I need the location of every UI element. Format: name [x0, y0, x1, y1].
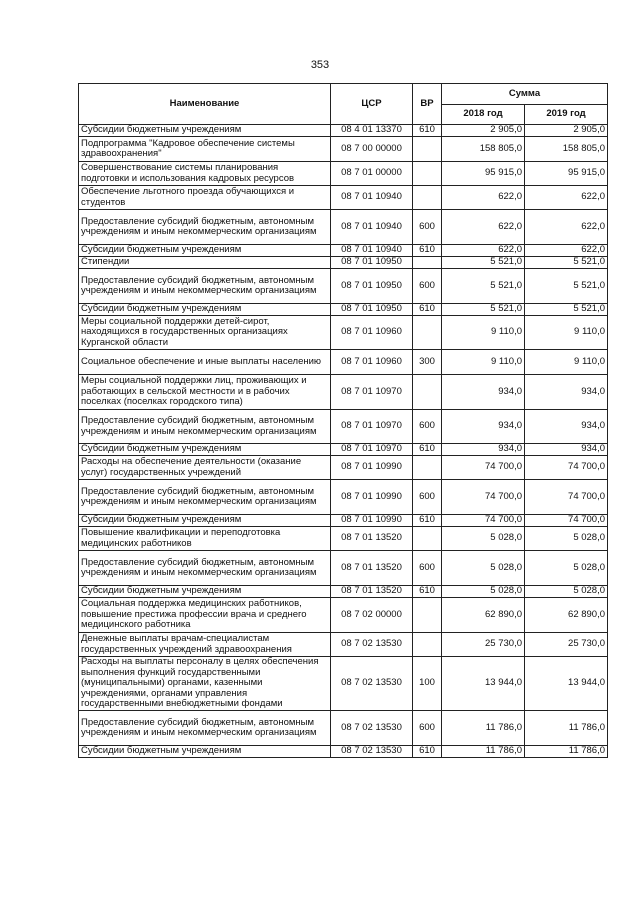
- row-sum-2019: 934,0: [525, 375, 608, 410]
- row-sum-2018: 5 028,0: [442, 551, 525, 586]
- row-csr: 08 7 00 00000: [331, 137, 413, 162]
- table-row: [79, 515, 608, 527]
- row-sum-2019: 62 890,0: [525, 598, 608, 633]
- row-csr: 08 7 01 10960: [331, 350, 413, 375]
- row-sum-2019: 158 805,0: [525, 137, 608, 162]
- row-sum-2019: 74 700,0: [525, 515, 608, 527]
- row-csr: 08 4 01 13370: [331, 125, 413, 137]
- row-csr: 08 7 01 10940: [331, 210, 413, 245]
- table-row: [79, 598, 608, 633]
- row-sum-2019: 622,0: [525, 186, 608, 210]
- table-row: [79, 633, 608, 657]
- row-sum-2018: 622,0: [442, 245, 525, 257]
- row-name: Меры социальной поддержки лиц, проживающих и работающих в сельской местности и в рабочих поселках (поселках городского типа): [79, 375, 331, 410]
- row-sum-2019: 74 700,0: [525, 456, 608, 480]
- row-vr: 610: [413, 444, 442, 456]
- row-sum-2018: 74 700,0: [442, 515, 525, 527]
- row-vr: 100: [413, 657, 442, 711]
- table-row: [79, 125, 608, 137]
- row-csr: 08 7 01 10990: [331, 456, 413, 480]
- row-csr: 08 7 02 13530: [331, 657, 413, 711]
- row-name: Расходы на выплаты персоналу в целях обеспечения выполнения функций государственными (муниципальными) органами, казенными учреждениями, органами управления государственными внебюджетными фондами: [79, 657, 331, 711]
- row-sum-2018: 74 700,0: [442, 480, 525, 515]
- row-sum-2018: 158 805,0: [442, 137, 525, 162]
- row-csr: 08 7 02 13530: [331, 746, 413, 758]
- row-name: Субсидии бюджетным учреждениям: [79, 304, 331, 316]
- row-name: Субсидии бюджетным учреждениям: [79, 586, 331, 598]
- row-csr: 08 7 01 10950: [331, 269, 413, 304]
- row-vr: 600: [413, 551, 442, 586]
- row-vr: 600: [413, 269, 442, 304]
- row-sum-2019: 11 786,0: [525, 711, 608, 746]
- row-sum-2018: 11 786,0: [442, 746, 525, 758]
- table-row: [79, 210, 608, 245]
- table-row: [79, 245, 608, 257]
- row-sum-2019: 5 521,0: [525, 304, 608, 316]
- row-sum-2018: 9 110,0: [442, 350, 525, 375]
- row-vr: 600: [413, 480, 442, 515]
- table-row: [79, 304, 608, 316]
- row-sum-2018: 2 905,0: [442, 125, 525, 137]
- row-sum-2018: 74 700,0: [442, 456, 525, 480]
- row-name: Предоставление субсидий бюджетным, автономным учреждениям и иным некоммерческим организациям: [79, 480, 331, 515]
- row-vr: 610: [413, 245, 442, 257]
- row-vr: 610: [413, 304, 442, 316]
- row-sum-2019: 9 110,0: [525, 350, 608, 375]
- row-sum-2018: 934,0: [442, 444, 525, 456]
- row-name: Подпрограмма "Кадровое обеспечение системы здравоохранения": [79, 137, 331, 162]
- row-sum-2019: 74 700,0: [525, 480, 608, 515]
- budget-table: [78, 83, 608, 758]
- table-row: [79, 711, 608, 746]
- row-name: Предоставление субсидий бюджетным, автономным учреждениям и иным некоммерческим организациям: [79, 711, 331, 746]
- table-row: [79, 162, 608, 186]
- page-number: 353: [310, 59, 330, 71]
- row-name: Обеспечение льготного проезда обучающихся и студентов: [79, 186, 331, 210]
- row-csr: 08 7 01 10990: [331, 515, 413, 527]
- row-sum-2019: 622,0: [525, 245, 608, 257]
- row-sum-2019: 5 028,0: [525, 586, 608, 598]
- row-name: Денежные выплаты врачам-специалистам государственных учреждений здравоохранения: [79, 633, 331, 657]
- table-row: [79, 586, 608, 598]
- row-sum-2019: 95 915,0: [525, 162, 608, 186]
- row-vr: [413, 527, 442, 551]
- header-csr: ЦСР: [331, 84, 413, 125]
- table-row: [79, 551, 608, 586]
- row-sum-2019: 2 905,0: [525, 125, 608, 137]
- header-vr: ВР: [413, 84, 442, 125]
- row-sum-2019: 9 110,0: [525, 316, 608, 350]
- row-vr: [413, 598, 442, 633]
- row-sum-2018: 11 786,0: [442, 711, 525, 746]
- row-csr: 08 7 01 10970: [331, 410, 413, 444]
- header-sum: Сумма: [442, 84, 608, 105]
- row-sum-2018: 622,0: [442, 210, 525, 245]
- row-sum-2019: 5 028,0: [525, 551, 608, 586]
- row-sum-2019: 25 730,0: [525, 633, 608, 657]
- table-row: [79, 410, 608, 444]
- row-vr: [413, 456, 442, 480]
- row-name: Совершенствование системы планирования подготовки и использования кадровых ресурсов: [79, 162, 331, 186]
- row-name: Стипендии: [79, 257, 331, 269]
- header-year-2019: 2019 год: [525, 105, 608, 125]
- row-name: Субсидии бюджетным учреждениям: [79, 746, 331, 758]
- row-name: Расходы на обеспечение деятельности (оказание услуг) государственных учреждений: [79, 456, 331, 480]
- row-sum-2018: 5 521,0: [442, 304, 525, 316]
- row-csr: 08 7 01 10950: [331, 257, 413, 269]
- table-row: [79, 186, 608, 210]
- row-sum-2018: 5 521,0: [442, 257, 525, 269]
- row-name: Предоставление субсидий бюджетным, автономным учреждениям и иным некоммерческим организациям: [79, 410, 331, 444]
- row-vr: [413, 162, 442, 186]
- row-sum-2018: 25 730,0: [442, 633, 525, 657]
- row-sum-2019: 5 028,0: [525, 527, 608, 551]
- row-csr: 08 7 02 13530: [331, 633, 413, 657]
- row-csr: 08 7 01 13520: [331, 527, 413, 551]
- row-vr: 610: [413, 515, 442, 527]
- row-sum-2018: 622,0: [442, 186, 525, 210]
- row-name: Предоставление субсидий бюджетным, автономным учреждениям и иным некоммерческим организациям: [79, 551, 331, 586]
- row-sum-2019: 5 521,0: [525, 269, 608, 304]
- row-sum-2018: 934,0: [442, 375, 525, 410]
- row-name: Субсидии бюджетным учреждениям: [79, 515, 331, 527]
- row-name: Субсидии бюджетным учреждениям: [79, 245, 331, 257]
- table-row: [79, 527, 608, 551]
- row-sum-2018: 5 028,0: [442, 586, 525, 598]
- row-csr: 08 7 01 10960: [331, 316, 413, 350]
- row-vr: 610: [413, 586, 442, 598]
- row-name: Предоставление субсидий бюджетным, автономным учреждениям и иным некоммерческим организациям: [79, 269, 331, 304]
- row-name: Меры социальной поддержки детей-сирот, находящихся в государственных организациях Курганской области: [79, 316, 331, 350]
- table-row: [79, 746, 608, 758]
- row-sum-2019: 11 786,0: [525, 746, 608, 758]
- row-vr: 300: [413, 350, 442, 375]
- header-name: Наименование: [79, 84, 331, 125]
- row-vr: 610: [413, 125, 442, 137]
- table-row: [79, 350, 608, 375]
- row-name: Субсидии бюджетным учреждениям: [79, 125, 331, 137]
- row-vr: [413, 375, 442, 410]
- row-csr: 08 7 01 10990: [331, 480, 413, 515]
- header-year-2018: 2018 год: [442, 105, 525, 125]
- row-csr: 08 7 01 10970: [331, 444, 413, 456]
- row-name: Субсидии бюджетным учреждениям: [79, 444, 331, 456]
- row-name: Предоставление субсидий бюджетным, автономным учреждениям и иным некоммерческим организациям: [79, 210, 331, 245]
- row-csr: 08 7 02 00000: [331, 598, 413, 633]
- table-row: [79, 375, 608, 410]
- row-sum-2018: 5 521,0: [442, 269, 525, 304]
- row-sum-2018: 62 890,0: [442, 598, 525, 633]
- row-csr: 08 7 02 13530: [331, 711, 413, 746]
- row-sum-2019: 622,0: [525, 210, 608, 245]
- row-sum-2019: 13 944,0: [525, 657, 608, 711]
- row-sum-2018: 9 110,0: [442, 316, 525, 350]
- table-row: [79, 316, 608, 350]
- row-name: Социальное обеспечение и иные выплаты населению: [79, 350, 331, 375]
- row-sum-2019: 934,0: [525, 444, 608, 456]
- row-sum-2019: 934,0: [525, 410, 608, 444]
- row-vr: [413, 316, 442, 350]
- row-sum-2018: 13 944,0: [442, 657, 525, 711]
- table-row: [79, 480, 608, 515]
- row-csr: 08 7 01 13520: [331, 586, 413, 598]
- row-vr: 600: [413, 711, 442, 746]
- row-csr: 08 7 01 13520: [331, 551, 413, 586]
- row-name: Социальная поддержка медицинских работников, повышение престижа профессии врача и среднего медицинского работника: [79, 598, 331, 633]
- row-vr: [413, 257, 442, 269]
- table-row: [79, 456, 608, 480]
- row-csr: 08 7 01 10940: [331, 186, 413, 210]
- row-csr: 08 7 01 10950: [331, 304, 413, 316]
- table-row: [79, 137, 608, 162]
- row-sum-2019: 5 521,0: [525, 257, 608, 269]
- row-sum-2018: 95 915,0: [442, 162, 525, 186]
- table-row: [79, 257, 608, 269]
- row-vr: [413, 633, 442, 657]
- row-vr: 600: [413, 410, 442, 444]
- row-sum-2018: 5 028,0: [442, 527, 525, 551]
- row-csr: 08 7 01 10940: [331, 245, 413, 257]
- table-row: [79, 444, 608, 456]
- row-sum-2018: 934,0: [442, 410, 525, 444]
- row-vr: 600: [413, 210, 442, 245]
- row-csr: 08 7 01 00000: [331, 162, 413, 186]
- row-csr: 08 7 01 10970: [331, 375, 413, 410]
- row-vr: 610: [413, 746, 442, 758]
- table-row: [79, 657, 608, 711]
- row-vr: [413, 137, 442, 162]
- row-name: Повышение квалификации и переподготовка медицинских работников: [79, 527, 331, 551]
- row-vr: [413, 186, 442, 210]
- table-row: [79, 269, 608, 304]
